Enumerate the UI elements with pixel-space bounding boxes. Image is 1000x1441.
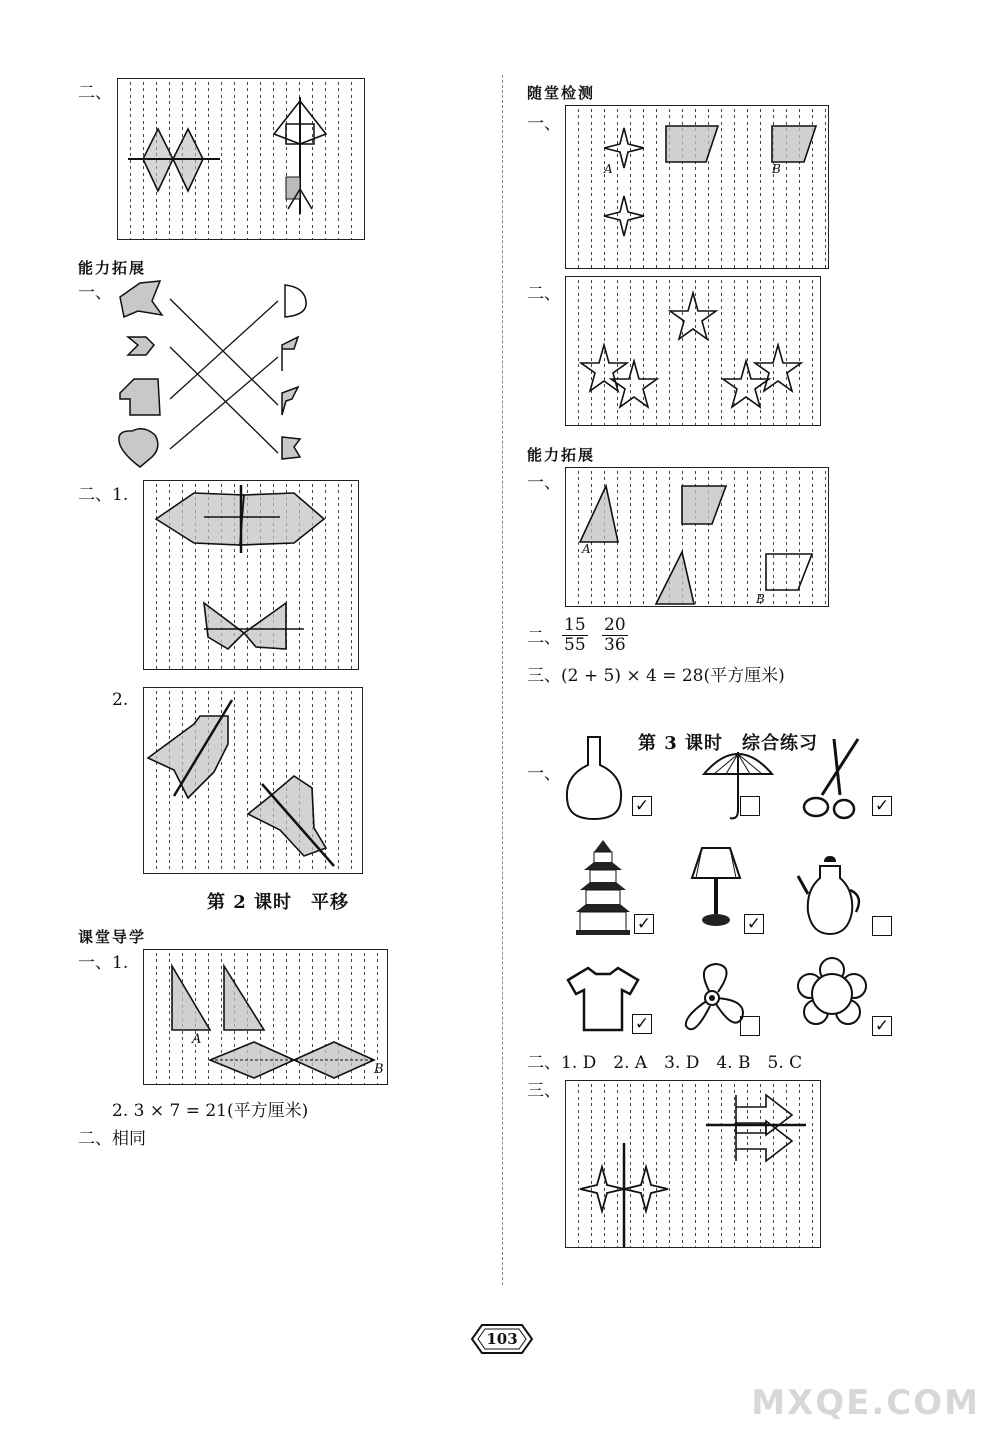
point-label: A bbox=[582, 542, 591, 556]
checkbox-shirt[interactable]: ✓ bbox=[632, 1014, 652, 1034]
symmetry-drawing bbox=[118, 79, 364, 239]
checkbox-vase[interactable]: ✓ bbox=[632, 796, 652, 816]
checkbox-lamp[interactable]: ✓ bbox=[744, 914, 764, 934]
shirt-icon bbox=[566, 964, 640, 1034]
point-label: B bbox=[374, 1062, 384, 1077]
question-label: 二、1. bbox=[78, 485, 129, 505]
fan-icon bbox=[676, 960, 748, 1036]
scissors-icon bbox=[800, 735, 866, 823]
grid-figure-guide-1 bbox=[143, 949, 388, 1085]
question-label: 2. bbox=[112, 690, 129, 710]
section-header: 能力拓展 bbox=[527, 446, 596, 464]
translation-drawing bbox=[144, 950, 387, 1084]
symmetry-drawing bbox=[144, 688, 362, 873]
section-label: 二、 bbox=[78, 83, 112, 103]
checkbox-fan[interactable] bbox=[740, 1016, 760, 1036]
fraction-numerator: 20 bbox=[604, 615, 626, 635]
fraction bbox=[602, 616, 628, 654]
pagoda-icon bbox=[574, 840, 632, 936]
translation-drawing bbox=[566, 277, 820, 425]
fraction-numerator: 15 bbox=[564, 615, 586, 635]
translation-drawing bbox=[566, 468, 828, 606]
question-label: 一、 bbox=[527, 764, 561, 784]
checkbox-scissors[interactable]: ✓ bbox=[872, 796, 892, 816]
column-divider bbox=[502, 75, 503, 1285]
lesson-title: 第 3 课时 综合练习 bbox=[638, 733, 819, 754]
question-label: 二、 bbox=[527, 284, 561, 304]
umbrella-icon bbox=[700, 740, 776, 822]
question-label: 一、 bbox=[527, 114, 561, 134]
checkbox-flower[interactable]: ✓ bbox=[872, 1016, 892, 1036]
translation-drawing bbox=[566, 106, 828, 268]
checkbox-umbrella[interactable] bbox=[740, 796, 760, 816]
grid-figure-check-2 bbox=[565, 276, 821, 426]
section-header: 随堂检测 bbox=[527, 84, 596, 102]
point-label: A bbox=[192, 1032, 202, 1047]
watermark-text: MXQE.COM bbox=[751, 1383, 980, 1423]
section-header: 能力拓展 bbox=[78, 259, 147, 277]
question-label: 一、1. bbox=[78, 953, 129, 973]
fraction-denominator: 36 bbox=[604, 634, 626, 655]
grid-figure-ex-3 bbox=[565, 1080, 821, 1248]
answer-text: 2. 3 × 7 = 21(平方厘米) bbox=[112, 1101, 309, 1121]
question-label: 三、 bbox=[527, 1081, 561, 1101]
section-header: 课堂导学 bbox=[78, 928, 147, 946]
page-number: 103 bbox=[486, 1330, 518, 1348]
fraction-denominator: 55 bbox=[564, 634, 586, 655]
checkbox-teapot[interactable] bbox=[872, 916, 892, 936]
symmetry-drawing bbox=[566, 1081, 820, 1247]
question-label: 二、 bbox=[527, 628, 561, 648]
matching-figures bbox=[110, 275, 320, 475]
flower-icon bbox=[794, 956, 870, 1032]
lamp-icon bbox=[688, 842, 744, 934]
grid-figure-ability-2-2 bbox=[143, 687, 363, 874]
symmetry-drawing bbox=[144, 481, 358, 669]
grid-figure-check-1 bbox=[565, 105, 829, 269]
question-label: 一、 bbox=[78, 283, 112, 303]
question-label: 一、 bbox=[527, 473, 561, 493]
grid-figure-ability-2-1 bbox=[143, 480, 359, 670]
point-label: B bbox=[756, 592, 765, 606]
grid-figure-symmetry bbox=[117, 78, 365, 240]
point-label: B bbox=[772, 162, 781, 176]
lesson-title: 第 2 课时 平移 bbox=[207, 892, 350, 913]
grid-figure-ability-right-1 bbox=[565, 467, 829, 607]
point-label: A bbox=[604, 162, 613, 176]
teapot-icon bbox=[796, 850, 866, 938]
answer-text: 三、(2 + 5) × 4 = 28(平方厘米) bbox=[527, 666, 785, 686]
fraction bbox=[562, 616, 588, 654]
answer-text: 二、1. D 2. A 3. D 4. B 5. C bbox=[527, 1053, 803, 1073]
answer-text: 二、相同 bbox=[78, 1129, 146, 1149]
vase-icon bbox=[560, 735, 630, 825]
checkbox-pagoda[interactable]: ✓ bbox=[634, 914, 654, 934]
